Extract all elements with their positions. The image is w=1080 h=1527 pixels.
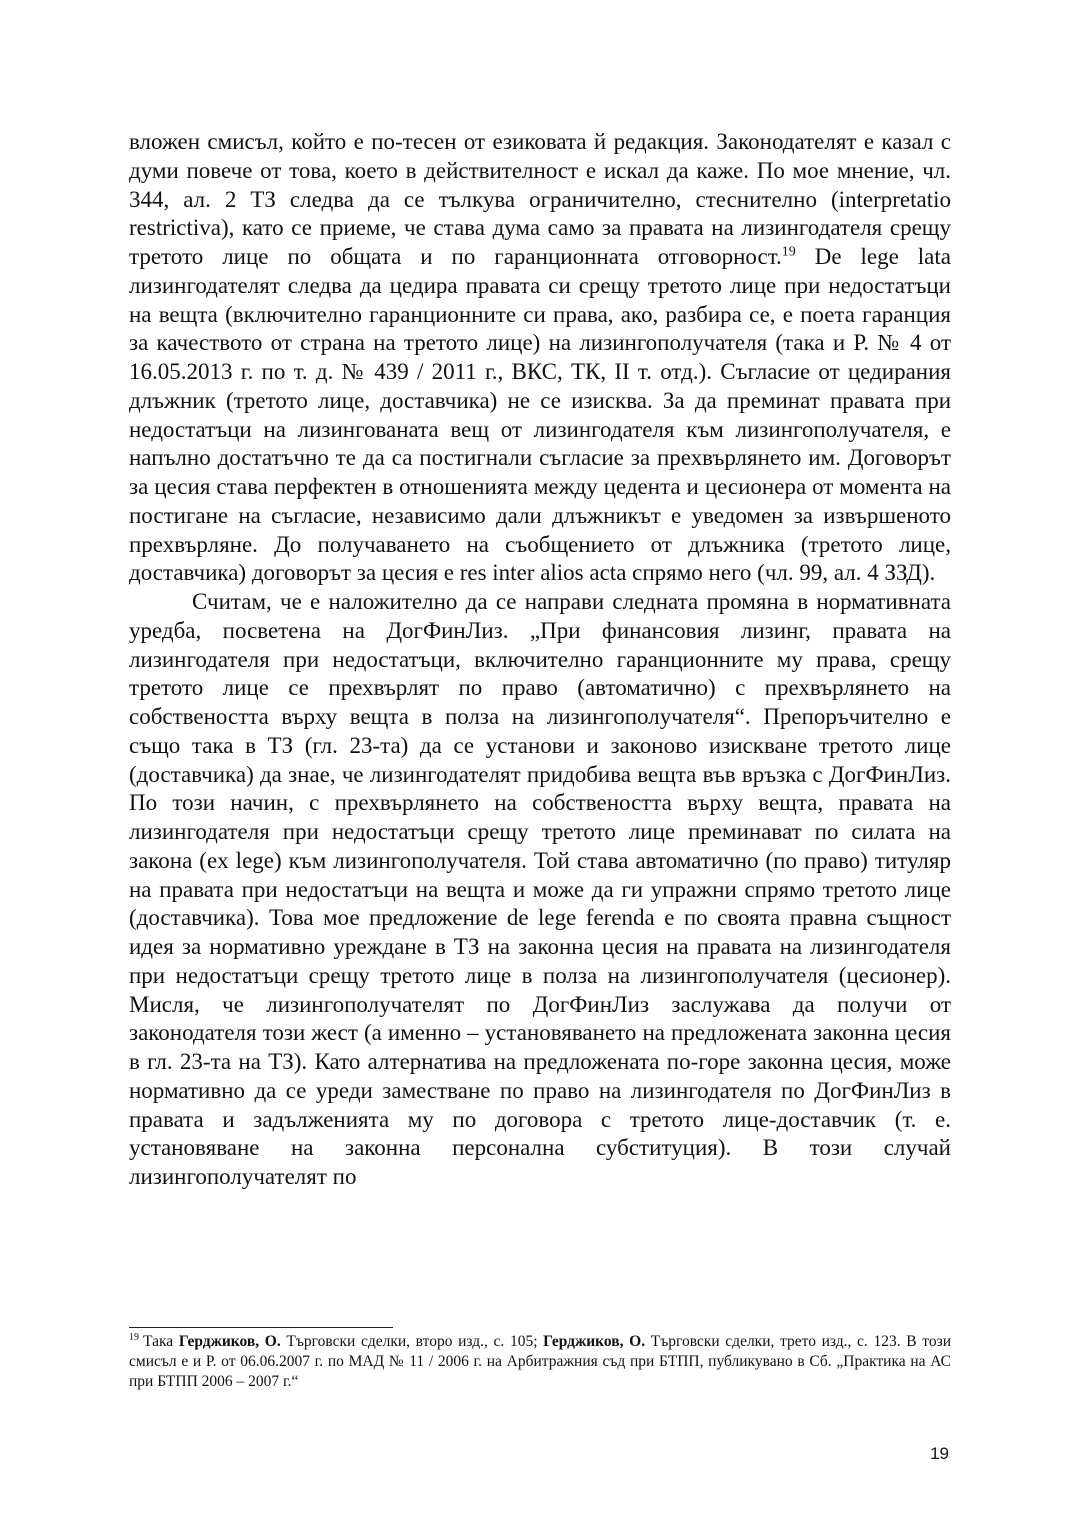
footnote-text-1: Така (143, 1333, 179, 1350)
footnote (129, 1332, 951, 1392)
paragraph-1 (129, 128, 951, 588)
footnote-divider (129, 1327, 393, 1328)
footnote-reference[interactable]: 19 (781, 244, 796, 260)
page-number: 19 (930, 1444, 949, 1463)
body-text (129, 128, 951, 1192)
footnote-text-2: Търговски сделки, второ изд., с. 105; (280, 1333, 544, 1350)
paragraph-1-text-continued: De lege lata лизингодателят следва да цедира правата си срещу третото лице при недостатъци на вещта (включително гаранционните си права, ако, разбира се, е поета гаранция за качеството от страна на третото лице) на лизингополучателя (така и Р. № 4 от 16.05.2013 г. по т. д. № 439 / 2011 г., ВКС, ТК, II т. отд.). Съгласие от цедирания длъжник (третото лице, доставчика) не се изисква. За да преминат правата при недостатъци на лизингованата вещ от лизингодателя към лизингополучателя, е напълно достатъчно те да са постигнали съгласие за прехвърлянето им. Договорът за цесия става перфектен в отношенията между цедента и цесионера от момента на постигане на съгласие, независимо дали длъжникът е уведомен за извършеното прехвърляне. До получаването на съобщението от длъжника (третото лице, доставчика) договорът за цесия е res inter alios acta спрямо него (чл. 99, ал. 4 ЗЗД). (129, 244, 951, 586)
paragraph-1-text: вложен смисъл, който е по-тесен от езиковата й редакция. Законодателят е казал с думи повече от това, което в действителност е искал да каже. По мое мнение, чл. 344, ал. 2 ТЗ следва да се тълкува ограничително, стеснително (interpretatio restrictiva), като се приеме, че става дума само за правата на лизингодателя срещу третото лице по общата и по гаранционната отговорност. (129, 129, 951, 269)
footnote-author-2: Герджиков, О. (543, 1333, 646, 1350)
footnote-author-1: Герджиков, О. (178, 1333, 281, 1350)
footnote-text-3: Търговски сделки, трето изд., с. 123. В този смисъл е и Р. от 06.06.2007 г. по МАД № 11 / 2006 г. на Арбитражния съд при БТПП, публикувано в Сб. „Практика на АС при БТПП 2006 – 2007 г.“ (129, 1333, 951, 1390)
footnote-number: 19 (129, 1331, 139, 1343)
paragraph-2: Считам, че е наложително да се направи следната промяна в нормативната уредба, посветена на ДогФинЛиз. „При финансовия лизинг, правата на лизингодателя при недостатъци, включително гаранционните му права, срещу третото лице се прехвърлят по право (автоматично) с прехвърлянето на собствеността върху вещта в полза на лизингополучателя“. Препоръчително е също така в ТЗ (гл. 23-та) да се установи и законово изискване третото лице (доставчика) да знае, че лизингодателят придобива вещта във връзка с ДогФинЛиз. По този начин, с прехвърлянето на собствеността върху вещта, правата на лизингодателя при недостатъци срещу третото лице преминават по силата на закона (ex lege) към лизингополучателя. Той става автоматично (по право) титуляр на правата при недостатъци на вещта и може да ги упражни спрямо третото лице (доставчика). Това мое предложение de lege ferenda е по своята правна същност идея за нормативно уреждане в ТЗ на законна цесия на правата на лизингодателя при недостатъци срещу третото лице в полза на лизингополучателя (цесионер). Мисля, че лизингополучателят по ДогФинЛиз заслужава да получи от законодателя този жест (а именно – установяването на предложената законна цесия в гл. 23-та на ТЗ). Като алтернатива на предложената по-горе законна цесия, може нормативно да се уреди заместване по право на лизингодателя по ДогФинЛиз в правата и задълженията му по договора с третото лице-доставчик (т. е. установяване на законна персонална субституция). В този случай лизингополучателят по (129, 589, 951, 1189)
